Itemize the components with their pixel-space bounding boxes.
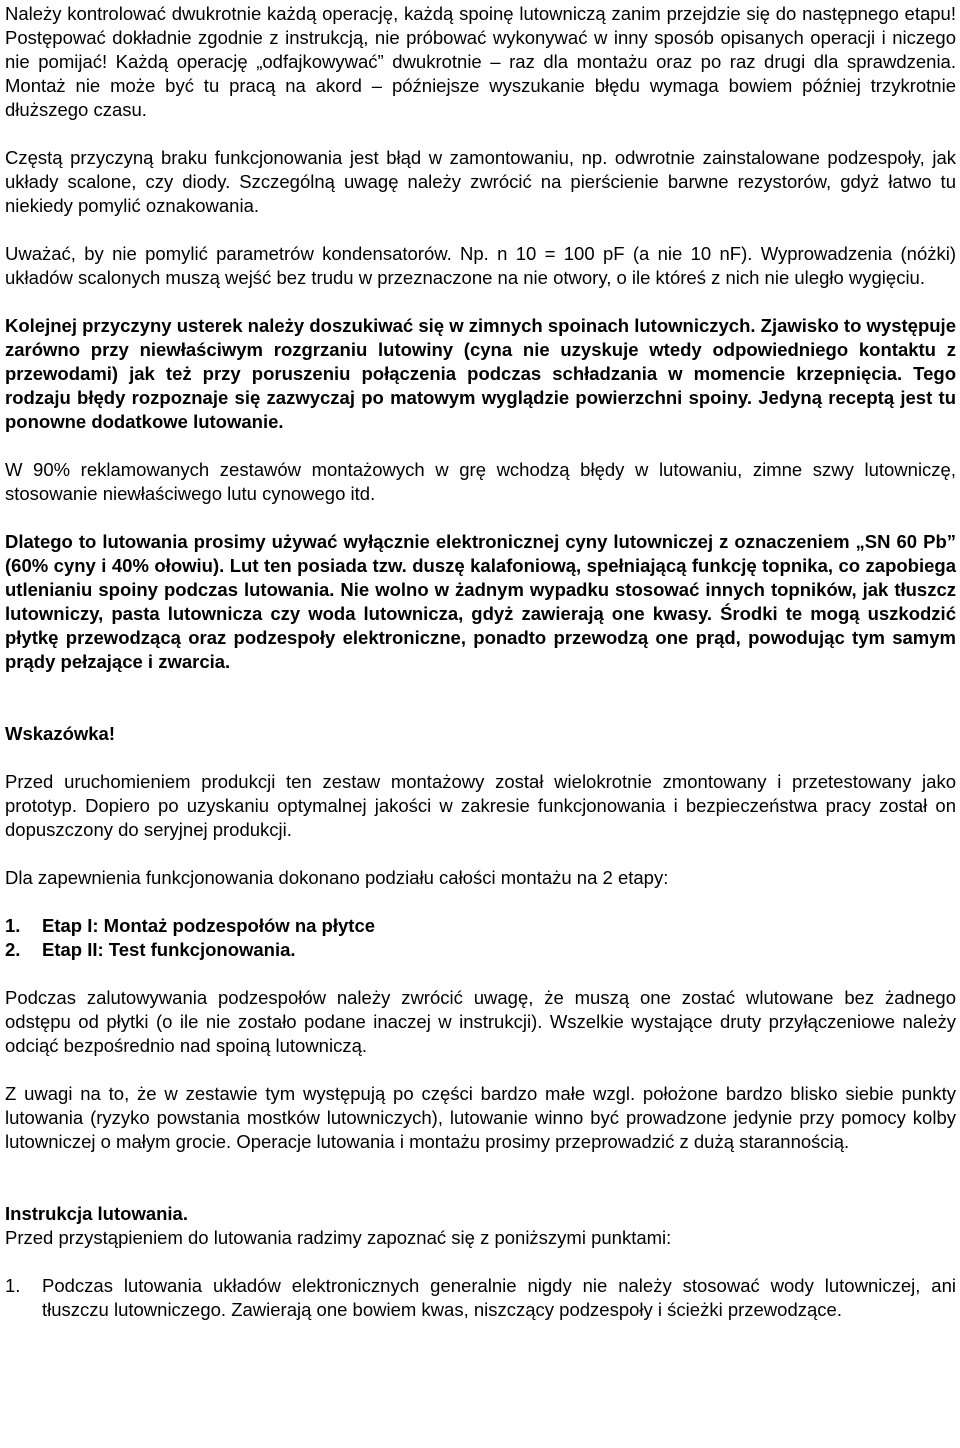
- list-item-number: 1.: [5, 1275, 21, 1296]
- paragraph-prototype: Przed uruchomieniem produkcji ten zestaw montażowy został wielokrotnie zmontowany i przetestowany jako prototyp. Dopiero po uzyskaniu optymalnej jakości w zakresie funkcjonowania i bezpieczeństwa pracy został on dopuszczony do seryjnej produkcji.: [5, 771, 956, 840]
- paragraph-instruction-intro: Przed przystąpieniem do lutowania radzimy zapoznać się z poniższymi punktami:: [5, 1227, 672, 1248]
- list-item-stage-1: [5, 914, 956, 938]
- paragraph-stages-intro: Dla zapewnienia funkcjonowania dokonano podziału całości montażu na 2 etapy:: [5, 867, 669, 888]
- paragraph-solder-type: Dlatego to lutowania prosimy używać wyłącznie elektronicznej cyny lutowniczej z oznaczeniem „SN 60 Pb” (60% cyny i 40% ołowiu). Lut ten posiada tzw. duszę kalafoniową, spełniającą funkcję topnika, co zapobiega utlenianiu spoiny podczas lutowania. Nie wolno w żadnym wypadku stosować innych topników, jak tłuszcz lutowniczy, pasta lutownicza czy woda lutownicza, gdyż zawierają one kwasy. Środki te mogą uszkodzić płytkę przewodzącą oraz podzespoły elektroniczne, ponadto przewodzą one prąd, powodując tym samym prądy pełzające i zwarcia.: [5, 531, 956, 672]
- list-item-text: Etap II: Test funkcjonowania.: [42, 939, 296, 960]
- list-item-number: 2.: [5, 939, 21, 960]
- list-item-text: Podczas lutowania układów elektronicznych generalnie nigdy nie należy stosować wody lutowniczej, ani tłuszczu lutowniczego. Zawierają one bowiem kwas, niszczący podzespoły i ścieżki przewodzące.: [42, 1275, 956, 1320]
- paragraph-double-check: Należy kontrolować dwukrotnie każdą operację, każdą spoinę lutowniczą zanim przejdzie się do następnego etapu! Postępować dokładnie zgodnie z instrukcją, nie próbować wykonywać w inny sposób opisanych operacji i niczego nie pomijać! Każdą operację „odfajkowywać” dwukrotnie – raz dla montażu oraz po raz drugi dla sprawdzenia. Montaż nie może być tu pracą na akord – późniejsze wyszukanie błędu wymaga bowiem później trzykrotnie dłuższego czasu.: [5, 3, 956, 120]
- list-item-number: 1.: [5, 915, 21, 936]
- paragraph-cold-joints: Kolejnej przyczyny usterek należy doszukiwać się w zimnych spoinach lutowniczych. Zjawisko to występuje zarówno przy niewłaściwym rozgrzaniu lutowiny (cyna nie uzyskuje wtedy odpowiedniego kontaktu z przewodami) jak też przy poruszeniu połączenia podczas schładzania w momencie krzepnięcia. Tego rodzaju błędy rozpoznaje się zazwyczaj po matowym wyglądzie powierzchni spoiny. Jedyną receptą jest tu ponowne dodatkowe lutowanie.: [5, 315, 956, 432]
- hint-heading: Wskazówka!: [5, 723, 116, 744]
- list-item-stage-2: [5, 938, 956, 962]
- list-item-text: Etap I: Montaż podzespołów na płytce: [42, 915, 376, 936]
- document-page: [5, 2, 956, 1322]
- instruction-points-list: [5, 1274, 956, 1322]
- instruction-heading: Instrukcja lutowania.: [5, 1203, 188, 1224]
- paragraph-capacitors: Uważać, by nie pomylić parametrów kondensatorów. Np. n 10 = 100 pF (a nie 10 nF). Wyprowadzenia (nóżki) układów scalonych muszą wejść bez trudu w przeznaczone na nie otwory, o ile któreś z nich nie uległo wygięciu.: [5, 243, 956, 288]
- paragraph-complaints: W 90% reklamowanych zestawów montażowych w grę wchodzą błędy w lutowaniu, zimne szwy lutowniczę, stosowanie niewłaściwego lutu cynowego itd.: [5, 459, 956, 504]
- stages-list: [5, 914, 956, 962]
- paragraph-assembly-errors: Częstą przyczyną braku funkcjonowania jest błąd w zamontowaniu, np. odwrotnie zainstalowane podzespoły, jak układy scalone, czy diody. Szczególną uwagę należy zwrócić na pierścienie barwne rezystorów, gdyż łatwo tu niekiedy pomylić oznakowania.: [5, 147, 956, 216]
- list-item-point-1: [5, 1274, 956, 1322]
- paragraph-soldering-components: Podczas zalutowywania podzespołów należy zwrócić uwagę, że muszą one zostać wlutowane bez żadnego odstępu od płytki (o ile nie zostało podane inaczej w instrukcji). Wszelkie wystające druty przyłączeniowe należy odciąć bezpośrednio nad spoiną lutowniczą.: [5, 987, 956, 1056]
- paragraph-small-tip: Z uwagi na to, że w zestawie tym występują po części bardzo małe wzgl. położone bardzo blisko siebie punkty lutowania (ryzyko powstania mostków lutowniczych), lutowanie winno być prowadzone jedynie przy pomocy kolby lutowniczej o małym grocie. Operacje lutowania i montażu prosimy przeprowadzić z dużą starannością.: [5, 1083, 956, 1152]
